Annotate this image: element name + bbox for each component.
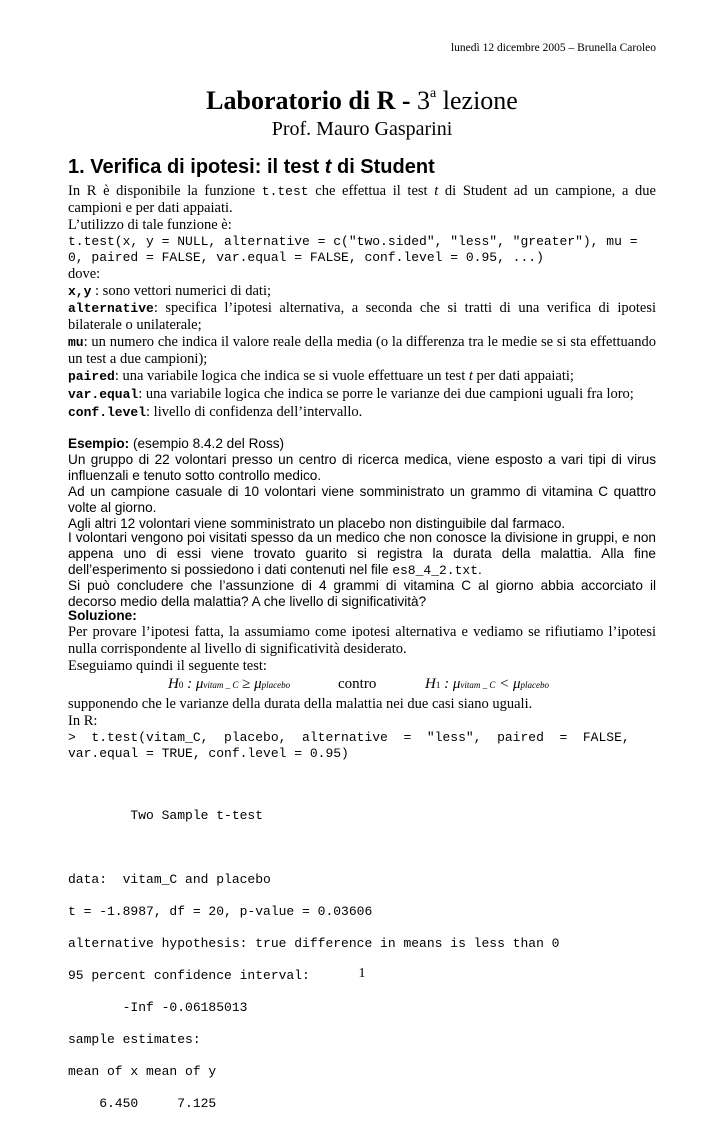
page-header: lunedì 12 dicembre 2005 – Brunella Caroleo xyxy=(450,42,656,54)
param-xy: x,y : sono vettori numerici di dati; xyxy=(68,283,272,299)
example-text-2: Ad un campione casuale di 10 volontari viene somministrato un grammo di vitamina C quattro volte al giorno. xyxy=(68,484,656,515)
null-hypothesis: H0 : μvitam _ C ≥ μplacebo xyxy=(168,676,291,692)
param-conf-level: conf.level: livello di confidenza dell’intervallo. xyxy=(68,404,363,420)
page-title xyxy=(0,86,724,116)
contro-label: contro xyxy=(338,676,377,692)
param-mu: mu: un numero che indica il valore reale della media (o la differenza tra le medie se si sta effettuando un test a due campioni); xyxy=(68,334,656,367)
intro-usage: L’utilizzo di tale funzione è: xyxy=(68,217,232,233)
r-output-line: 95 percent confidence interval: xyxy=(68,968,310,983)
r-output-line: sample estimates: xyxy=(68,1032,201,1047)
r-output-line: 6.450 7.125 xyxy=(68,1096,217,1111)
example-text-1: Un gruppo di 22 volontari presso un centro di ricerca medica, viene esposto a vari tipi di virus influenzali e tenuto sotto controllo medico. xyxy=(68,452,656,483)
r-output-line xyxy=(68,776,656,792)
page-number: 1 xyxy=(358,966,366,981)
title-bold: Laboratorio di R - xyxy=(206,86,411,115)
solution-heading: Soluzione: xyxy=(68,608,137,623)
r-output xyxy=(68,760,656,1128)
example-question: Si può concludere che l’assunzione di 4 grammi di vitamina C al giorno abbia accorciato il decorso medio della malattia? A che livello di significatività? xyxy=(68,578,656,609)
section-heading: 1. Verifica di ipotesi: il test t di Student xyxy=(68,156,435,178)
example-text-4: I volontari vengono poi visitati spesso da un medico che non conosce la divisione in gruppi, e non appena uno di essi viene trovato guarito si registra la durata della malattia. Alla fine dell’esperimento si possiedono i dati contenuti nel file es8_4_2.txt. xyxy=(68,530,656,578)
dove-label: dove: xyxy=(68,266,101,282)
param-var-equal: var.equal: una variabile logica che indica se porre le varianze dei due campioni uguali fra loro; xyxy=(68,386,634,402)
title-rest: lezione xyxy=(442,86,518,115)
param-paired: paired: una variabile logica che indica se si vuole effettuare un test t per dati appaiati; xyxy=(68,368,574,384)
example-text-3: Agli altri 12 volontari viene somministrato un placebo non distinguibile dal farmaco. xyxy=(68,516,566,531)
r-output-line: t = -1.8987, df = 20, p-value = 0.03606 xyxy=(68,904,373,919)
r-output-line xyxy=(68,840,656,856)
r-command: > t.test(vitam_C, placebo, alternative = "less", paired = FALSE, var.equal = TRUE, conf.level = 0.95) xyxy=(68,730,630,761)
alternative-hypothesis: H1 : μvitam _ C < μplacebo xyxy=(425,676,550,692)
code-signature: t.test(x, y = NULL, alternative = c("two.sided", "less", "greater"), mu = 0, paired = FALSE, var.equal = FALSE, conf.level = 0.95, ...) xyxy=(68,234,638,265)
intro-paragraph: In R è disponibile la funzione t.test che effettua il test t di Student ad un campione, a due campioni e per dati appaiati. xyxy=(68,183,656,216)
r-output-line: Two Sample t-test xyxy=(68,808,264,823)
r-output-line: -Inf -0.06185013 xyxy=(68,1000,248,1015)
solution-text-1: Per provare l’ipotesi fatta, la assumiamo come ipotesi alternativa e vediamo se rifiutiamo l’ipotesi nulla corrispondente al livello di significatività desiderato. xyxy=(68,624,656,657)
solution-text-2: Eseguiamo quindi il seguente test: xyxy=(68,658,267,674)
r-output-line: data: vitam_C and placebo xyxy=(68,872,271,887)
solution-text-3: supponendo che le varianze della durata della malattia nei due casi siano uguali. xyxy=(68,696,533,712)
title-number: 3 xyxy=(417,86,431,115)
r-output-line: mean of x mean of y xyxy=(68,1064,217,1079)
example-heading: Esempio: (esempio 8.4.2 del Ross) xyxy=(68,436,285,451)
title-superscript: a xyxy=(430,86,437,102)
r-output-line: alternative hypothesis: true difference in means is less than 0 xyxy=(68,936,560,951)
page-subtitle: Prof. Mauro Gasparini xyxy=(271,118,453,140)
solution-text-4: In R: xyxy=(68,713,98,729)
hypothesis-formula xyxy=(0,676,724,698)
param-alternative: alternative: specifica l’ipotesi alternativa, a seconda che si tratti di una verifica di ipotesi bilaterale o unilaterale; xyxy=(68,300,656,333)
